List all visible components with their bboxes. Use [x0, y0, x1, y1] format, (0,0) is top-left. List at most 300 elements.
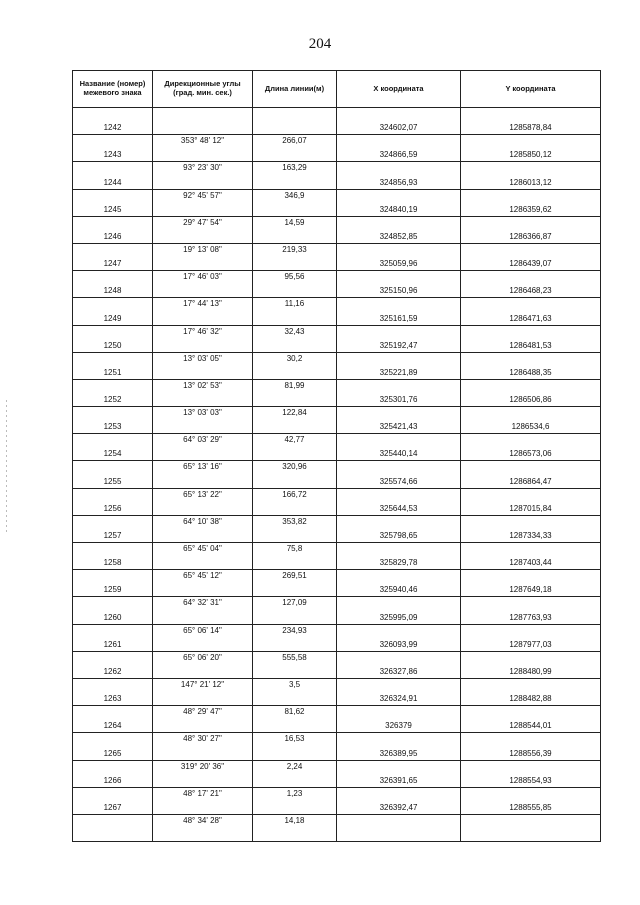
x-coordinate: 325798,65 [379, 531, 418, 540]
y-coordinate: 1288556,39 [509, 748, 552, 758]
line-length: 163,29 [282, 163, 307, 173]
y-coordinate: 1287403,44 [509, 558, 552, 568]
line-length-cell [253, 271, 337, 298]
y-coordinate: 1288555,85 [509, 802, 552, 812]
direction-angle-cell [153, 733, 253, 760]
mark-name: 1261 [103, 639, 122, 649]
table-row [73, 651, 601, 678]
x-coordinate-cell [337, 162, 461, 189]
table-row [73, 543, 601, 570]
direction-angle: 48° 29' 47" [183, 707, 222, 717]
table-row [73, 706, 601, 733]
mark-name: 1258 [103, 558, 122, 568]
table-body [73, 108, 601, 842]
x-coordinate: 326327,86 [379, 666, 418, 676]
line-length: 95,56 [284, 272, 305, 282]
mark-name-cell [73, 651, 153, 678]
y-coordinate: 1285850,12 [509, 150, 552, 160]
mark-name: 1262 [103, 666, 122, 676]
x-coordinate-cell [337, 216, 461, 243]
y-coordinate-cell [461, 706, 601, 733]
table-row [73, 787, 601, 814]
line-length: 346,9 [284, 190, 305, 200]
mark-name-cell [73, 379, 153, 406]
line-length: 11,16 [284, 299, 305, 309]
y-coordinate-cell [461, 624, 601, 651]
direction-angle-cell [153, 352, 253, 379]
y-coordinate-cell [461, 135, 601, 162]
direction-angle-cell [153, 787, 253, 814]
table-row [73, 515, 601, 542]
table-row [73, 597, 601, 624]
y-coordinate: 1288554,93 [509, 775, 552, 785]
table-row [73, 135, 601, 162]
table-row [73, 162, 601, 189]
x-coordinate-cell [337, 325, 461, 352]
mark-name: 1246 [103, 231, 122, 241]
mark-name-cell [73, 243, 153, 270]
mark-name: 1245 [103, 204, 122, 214]
x-coordinate-cell [337, 379, 461, 406]
mark-name-cell [73, 189, 153, 216]
mark-name: 1253 [103, 422, 122, 432]
y-coordinate-cell [461, 407, 601, 434]
header-x-coordinate: X координата [337, 71, 461, 108]
direction-angle: 65° 45' 04" [183, 544, 222, 553]
x-coordinate: 324856,93 [379, 177, 418, 187]
direction-angle-cell [153, 651, 253, 678]
table-row [73, 814, 601, 841]
mark-name: 1249 [103, 313, 122, 323]
line-length: 234,93 [282, 625, 307, 635]
line-length: 127,09 [282, 598, 307, 608]
line-length: 16,53 [284, 734, 305, 744]
direction-angle-cell [153, 570, 253, 597]
table-row [73, 189, 601, 216]
x-coordinate: 325421,43 [379, 422, 418, 432]
direction-angle-cell [153, 461, 253, 488]
direction-angle-cell [153, 543, 253, 570]
y-coordinate: 1286481,53 [509, 340, 552, 350]
boundary-marks-table [72, 70, 601, 842]
x-coordinate: 325440,14 [379, 449, 418, 459]
mark-name-cell [73, 733, 153, 760]
x-coordinate-cell [337, 733, 461, 760]
direction-angle-cell [153, 434, 253, 461]
mark-name-cell [73, 108, 153, 135]
mark-name-cell [73, 814, 153, 841]
line-length-cell [253, 597, 337, 624]
table-row [73, 624, 601, 651]
y-coordinate-cell [461, 162, 601, 189]
y-coordinate-cell [461, 488, 601, 515]
table-row [73, 298, 601, 325]
direction-angle: 13° 03' 03" [183, 408, 222, 418]
mark-name: 1252 [103, 395, 122, 405]
x-coordinate: 325059,96 [379, 259, 418, 269]
line-length-cell [253, 407, 337, 434]
line-length-cell [253, 515, 337, 542]
table-row [73, 760, 601, 787]
mark-name: 1263 [103, 694, 122, 704]
direction-angle: 64° 32' 31" [183, 598, 222, 608]
x-coordinate-cell [337, 678, 461, 705]
header-mark-name: Название (номер) межевого знака [73, 71, 153, 108]
y-coordinate-cell [461, 216, 601, 243]
line-length-cell [253, 189, 337, 216]
line-length-cell [253, 651, 337, 678]
direction-angle: 319° 20' 36" [180, 761, 225, 771]
table-row [73, 352, 601, 379]
y-coordinate-cell [461, 352, 601, 379]
y-coordinate-cell [461, 515, 601, 542]
line-length-cell [253, 787, 337, 814]
line-length-cell [253, 379, 337, 406]
x-coordinate-cell [337, 624, 461, 651]
x-coordinate-cell [337, 243, 461, 270]
x-coordinate-cell [337, 787, 461, 814]
y-coordinate-cell [461, 243, 601, 270]
y-coordinate-cell [461, 814, 601, 841]
y-coordinate-cell [461, 570, 601, 597]
mark-name-cell [73, 325, 153, 352]
mark-name: 1267 [103, 802, 122, 812]
line-length: 75,8 [286, 544, 303, 553]
y-coordinate: 1286573,06 [509, 449, 552, 459]
x-coordinate: 326093,99 [379, 639, 418, 649]
x-coordinate-cell [337, 135, 461, 162]
mark-name-cell [73, 678, 153, 705]
y-coordinate: 1287015,84 [509, 503, 552, 513]
y-coordinate: 1288544,01 [509, 721, 552, 731]
header-y-coordinate: Y координата [461, 71, 601, 108]
table-header-row [73, 71, 601, 108]
y-coordinate: 1286864,47 [509, 476, 552, 486]
x-coordinate-cell [337, 515, 461, 542]
y-coordinate: 1288480,99 [509, 666, 552, 676]
line-length: 2,24 [286, 761, 303, 771]
x-coordinate: 325161,59 [379, 313, 418, 323]
direction-angle: 17° 44' 13" [183, 299, 222, 309]
line-length: 166,72 [282, 489, 307, 499]
mark-name: 1242 [103, 123, 122, 133]
direction-angle: 92° 45' 57" [183, 190, 222, 200]
table-row [73, 271, 601, 298]
y-coordinate: 1288482,88 [509, 694, 552, 704]
mark-name-cell [73, 461, 153, 488]
table-row [73, 407, 601, 434]
direction-angle: 65° 06' 14" [183, 625, 222, 635]
line-length-cell [253, 461, 337, 488]
mark-name-cell [73, 162, 153, 189]
x-coordinate-cell [337, 108, 461, 135]
x-coordinate: 324602,07 [379, 123, 418, 133]
x-coordinate: 325192,47 [379, 340, 418, 350]
direction-angle-cell [153, 298, 253, 325]
line-length-cell [253, 733, 337, 760]
direction-angle-cell [153, 706, 253, 733]
direction-angle: 64° 10' 38" [183, 516, 222, 526]
y-coordinate-cell [461, 325, 601, 352]
direction-angle: 48° 34' 28" [183, 815, 222, 825]
mark-name-cell [73, 271, 153, 298]
direction-angle-cell [153, 135, 253, 162]
y-coordinate: 1286471,63 [509, 313, 552, 323]
table-row [73, 243, 601, 270]
x-coordinate: 325829,78 [379, 558, 418, 568]
y-coordinate-cell [461, 678, 601, 705]
direction-angle: 65° 45' 12" [183, 571, 222, 581]
direction-angle: 65° 13' 22" [183, 489, 222, 499]
x-coordinate-cell [337, 271, 461, 298]
direction-angle-cell [153, 271, 253, 298]
y-coordinate: 1286359,62 [509, 204, 552, 214]
x-coordinate: 325221,89 [379, 367, 418, 377]
mark-name-cell [73, 407, 153, 434]
mark-name: 1264 [103, 721, 122, 731]
direction-angle: 65° 06' 20" [183, 652, 222, 662]
line-length: 81,62 [284, 707, 305, 717]
y-coordinate: 1286439,07 [509, 259, 552, 269]
y-coordinate-cell [461, 733, 601, 760]
x-coordinate-cell [337, 651, 461, 678]
direction-angle: 13° 02' 53" [183, 380, 222, 390]
line-length: 3,5 [288, 679, 301, 689]
x-coordinate: 326379 [385, 721, 412, 731]
y-coordinate: 1287977,03 [509, 639, 552, 649]
line-length-cell [253, 706, 337, 733]
y-coordinate-cell [461, 379, 601, 406]
direction-angle-cell [153, 624, 253, 651]
direction-angle-cell [153, 162, 253, 189]
line-length-cell [253, 814, 337, 841]
line-length: 14,18 [284, 815, 305, 825]
y-coordinate: 1286366,87 [509, 231, 552, 241]
mark-name: 1266 [103, 775, 122, 785]
y-coordinate-cell [461, 787, 601, 814]
line-length-cell [253, 760, 337, 787]
line-length: 219,33 [282, 244, 307, 254]
table-row [73, 570, 601, 597]
table-row [73, 108, 601, 135]
line-length-cell [253, 570, 337, 597]
direction-angle-cell [153, 325, 253, 352]
y-coordinate-cell [461, 108, 601, 135]
line-length: 1,23 [286, 788, 303, 798]
line-length: 42,77 [284, 435, 305, 445]
y-coordinate-cell [461, 189, 601, 216]
line-length-cell [253, 325, 337, 352]
direction-angle: 65° 13' 16" [183, 462, 222, 472]
x-coordinate-cell [337, 760, 461, 787]
mark-name: 1250 [103, 340, 122, 350]
mark-name: 1244 [103, 177, 122, 187]
line-length-cell [253, 678, 337, 705]
x-coordinate: 325644,53 [379, 503, 418, 513]
y-coordinate: 1285878,84 [509, 123, 552, 133]
line-length: 555,58 [282, 652, 307, 662]
mark-name: 1256 [103, 503, 122, 513]
y-coordinate-cell [461, 271, 601, 298]
direction-angle: 29° 47' 54" [183, 217, 222, 227]
table-row [73, 488, 601, 515]
y-coordinate: 1287649,18 [509, 585, 552, 595]
direction-angle: 147° 21' 12" [180, 679, 225, 689]
direction-angle: 48° 30' 27" [183, 734, 222, 744]
mark-name: 1257 [103, 531, 122, 540]
direction-angle-cell [153, 216, 253, 243]
y-coordinate: 1286506,86 [509, 395, 552, 405]
y-coordinate-cell [461, 597, 601, 624]
line-length-cell [253, 624, 337, 651]
line-length-cell [253, 434, 337, 461]
mark-name: 1254 [103, 449, 122, 459]
line-length: 353,82 [282, 516, 307, 526]
direction-angle-cell [153, 597, 253, 624]
direction-angle: 19° 13' 08" [183, 244, 222, 254]
line-length: 30,2 [286, 353, 303, 363]
y-coordinate-cell [461, 543, 601, 570]
mark-name: 1265 [103, 748, 122, 758]
y-coordinate: 1286488,35 [509, 367, 552, 377]
mark-name: 1255 [103, 476, 122, 486]
line-length: 32,43 [284, 326, 305, 336]
x-coordinate-cell [337, 814, 461, 841]
mark-name-cell [73, 216, 153, 243]
mark-name: 1251 [103, 367, 122, 377]
line-length: 14,59 [284, 217, 305, 227]
x-coordinate: 325995,09 [379, 612, 418, 622]
line-length: 269,51 [282, 571, 307, 581]
line-length: 266,07 [282, 136, 307, 146]
line-length-cell [253, 488, 337, 515]
x-coordinate-cell [337, 706, 461, 733]
direction-angle: 17° 46' 03" [183, 272, 222, 282]
direction-angle: 353° 48' 12" [180, 136, 225, 146]
line-length: 320,96 [282, 462, 307, 472]
x-coordinate: 325150,96 [379, 286, 418, 296]
mark-name-cell [73, 597, 153, 624]
mark-name: 1259 [103, 585, 122, 595]
mark-name-cell [73, 570, 153, 597]
line-length: 81,99 [284, 380, 305, 390]
mark-name-cell [73, 706, 153, 733]
line-length-cell [253, 352, 337, 379]
mark-name: 1248 [103, 286, 122, 296]
mark-name-cell [73, 787, 153, 814]
line-length-cell [253, 135, 337, 162]
direction-angle-cell [153, 488, 253, 515]
x-coordinate-cell [337, 189, 461, 216]
mark-name-cell [73, 298, 153, 325]
mark-name-cell [73, 760, 153, 787]
mark-name-cell [73, 488, 153, 515]
y-coordinate-cell [461, 434, 601, 461]
x-coordinate-cell [337, 597, 461, 624]
direction-angle-cell [153, 814, 253, 841]
y-coordinate: 1287334,33 [509, 531, 552, 540]
mark-name: 1247 [103, 259, 122, 269]
x-coordinate: 325574,66 [379, 476, 418, 486]
table-row [73, 461, 601, 488]
direction-angle: 93° 23' 30" [183, 163, 222, 173]
x-coordinate: 325940,46 [379, 585, 418, 595]
y-coordinate: 1286468,23 [509, 286, 552, 296]
line-length: 122,84 [282, 408, 307, 418]
x-coordinate-cell [337, 488, 461, 515]
x-coordinate-cell [337, 407, 461, 434]
x-coordinate-cell [337, 570, 461, 597]
y-coordinate: 1287763,93 [509, 612, 552, 622]
line-length-cell [253, 298, 337, 325]
table-row [73, 379, 601, 406]
table-row [73, 733, 601, 760]
mark-name: 1243 [103, 150, 122, 160]
x-coordinate: 325301,76 [379, 395, 418, 405]
x-coordinate: 326391,65 [379, 775, 418, 785]
x-coordinate: 324852,85 [379, 231, 418, 241]
direction-angle-cell [153, 379, 253, 406]
mark-name-cell [73, 352, 153, 379]
mark-name-cell [73, 135, 153, 162]
y-coordinate: 1286534,6 [511, 422, 550, 432]
table-row [73, 325, 601, 352]
line-length-cell [253, 543, 337, 570]
x-coordinate-cell [337, 461, 461, 488]
header-direction-angle: Дирекционные углы (град. мин. сек.) [153, 71, 253, 108]
y-coordinate-cell [461, 461, 601, 488]
y-coordinate-cell [461, 760, 601, 787]
direction-angle-cell [153, 678, 253, 705]
scan-margin-mark [6, 400, 7, 535]
y-coordinate: 1286013,12 [509, 177, 552, 187]
x-coordinate: 324866,59 [379, 150, 418, 160]
direction-angle: 64° 03' 29" [183, 435, 222, 445]
mark-name-cell [73, 515, 153, 542]
header-line-length: Длина линии(м) [253, 71, 337, 108]
direction-angle-cell [153, 407, 253, 434]
x-coordinate: 326392,47 [379, 802, 418, 812]
direction-angle: 13° 03' 05" [183, 353, 222, 363]
line-length-cell [253, 216, 337, 243]
x-coordinate: 324840,19 [379, 204, 418, 214]
x-coordinate: 326389,95 [379, 748, 418, 758]
direction-angle-cell [153, 243, 253, 270]
x-coordinate-cell [337, 298, 461, 325]
direction-angle-cell [153, 189, 253, 216]
y-coordinate-cell [461, 298, 601, 325]
line-length-cell [253, 162, 337, 189]
table-row [73, 216, 601, 243]
direction-angle-cell [153, 515, 253, 542]
x-coordinate-cell [337, 434, 461, 461]
mark-name-cell [73, 543, 153, 570]
direction-angle-cell [153, 108, 253, 135]
line-length-cell [253, 243, 337, 270]
x-coordinate-cell [337, 543, 461, 570]
line-length-cell [253, 108, 337, 135]
mark-name-cell [73, 434, 153, 461]
x-coordinate-cell [337, 352, 461, 379]
page-number: 204 [308, 36, 332, 52]
mark-name-cell [73, 624, 153, 651]
x-coordinate: 326324,91 [379, 694, 418, 704]
direction-angle: 48° 17' 21" [183, 788, 222, 798]
y-coordinate-cell [461, 651, 601, 678]
direction-angle-cell [153, 760, 253, 787]
table-row [73, 434, 601, 461]
table-row [73, 678, 601, 705]
